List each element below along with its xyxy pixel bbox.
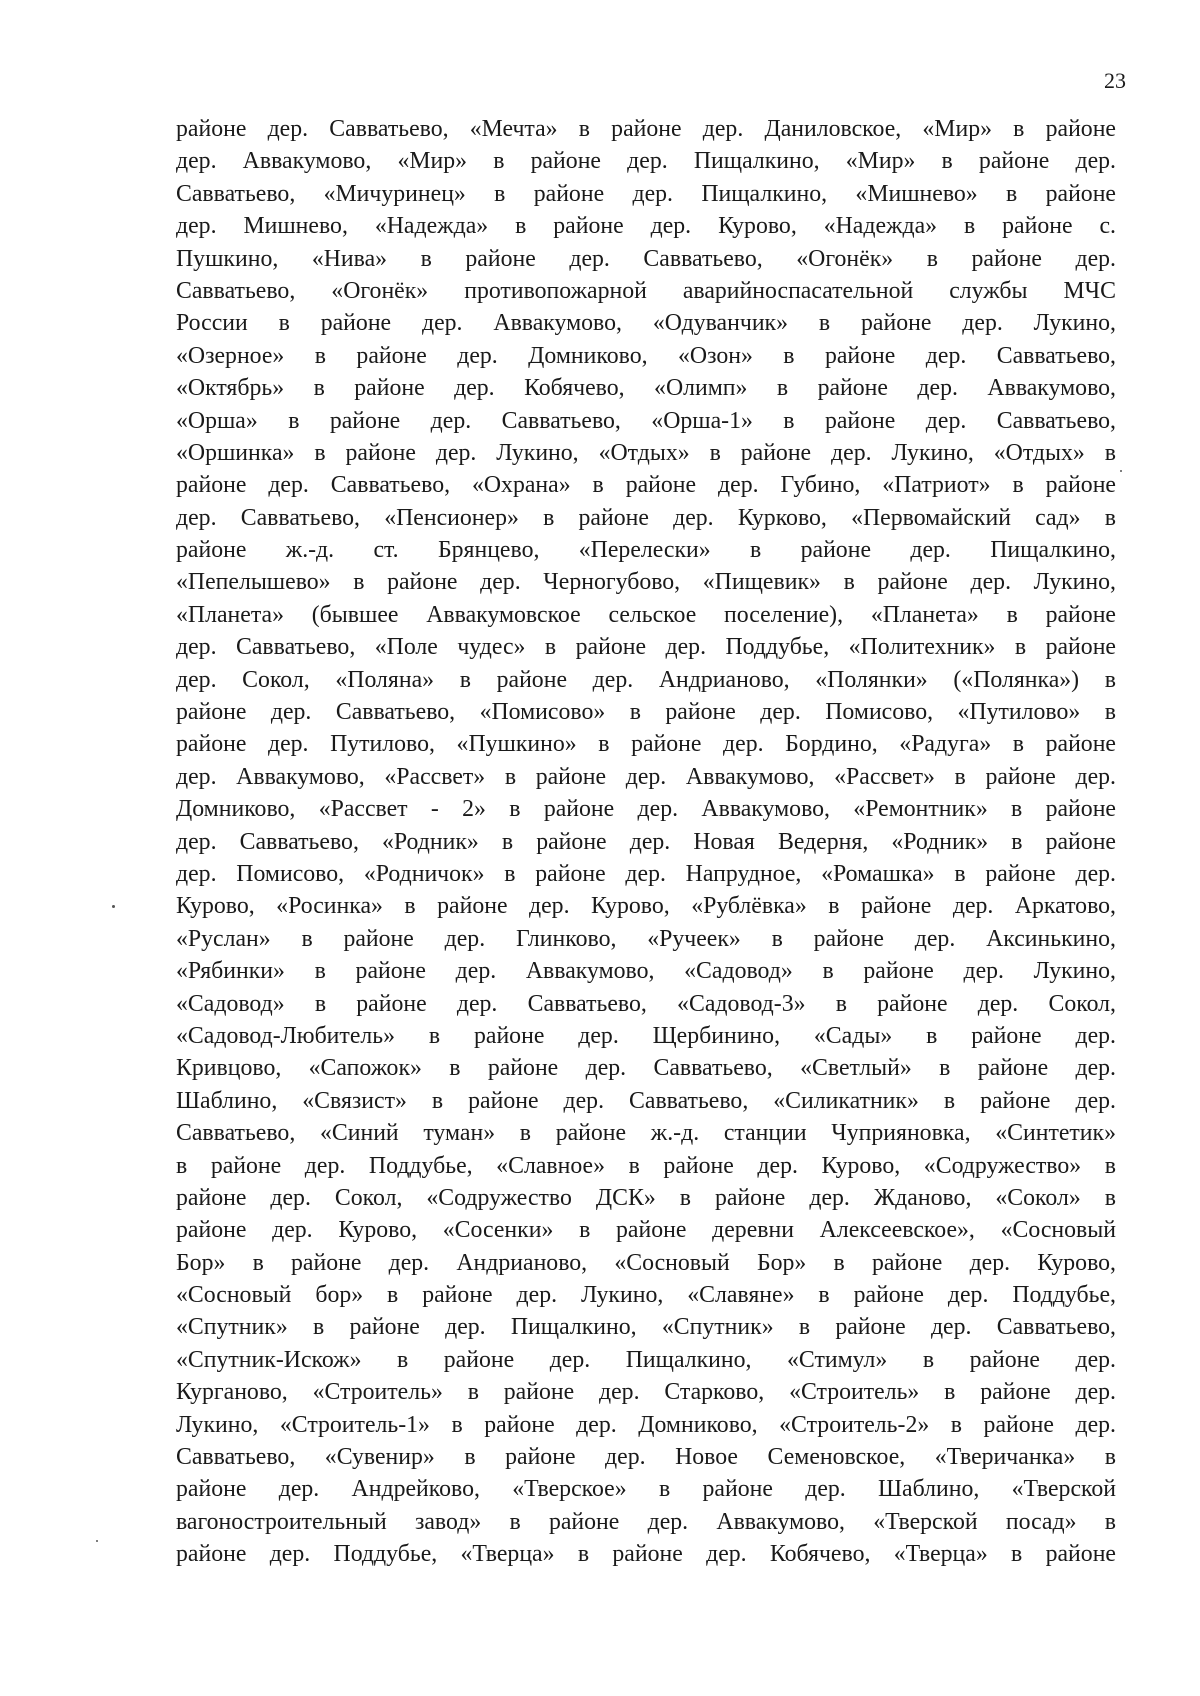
text-line: Лукино, «Строитель-1» в районе дер. Домниково, «Строитель-2» в районе дер. [176,1411,1116,1438]
text-line: дер. Аввакумово, «Рассвет» в районе дер. Аввакумово, «Рассвет» в районе дер. [176,763,1116,790]
text-line: районе дер. Сокол, «Содружество ДСК» в районе дер. Жданово, «Сокол» в [176,1184,1116,1211]
text-line: Пушкино, «Нива» в районе дер. Савватьево, «Огонёк» в районе дер. [176,245,1116,272]
text-line: «Руслан» в районе дер. Глинково, «Ручеек» в районе дер. Аксинькино, [176,925,1116,952]
text-line: в районе дер. Поддубье, «Славное» в районе дер. Курово, «Содружество» в [176,1152,1116,1179]
text-line: «Сосновый бор» в районе дер. Лукино, «Славяне» в районе дер. Поддубье, [176,1282,1116,1309]
text-line: дер. Помисово, «Родничок» в районе дер. Напрудное, «Ромашка» в районе дер. [176,860,1116,887]
text-line: «Планета» (бывшее Аввакумовское сельское поселение), «Планета» в районе [176,601,1116,628]
text-line: «Оршинка» в районе дер. Лукино, «Отдых» в районе дер. Лукино, «Отдых» в [176,439,1116,466]
text-line: дер. Савватьево, «Родник» в районе дер. Новая Ведерня, «Родник» в районе [176,828,1116,855]
text-line: «Садовод-Любитель» в районе дер. Щербинино, «Сады» в районе дер. [176,1022,1116,1049]
text-line: дер. Сокол, «Поляна» в районе дер. Андрианово, «Полянки» («Полянка») в [176,666,1116,693]
text-line: Домниково, «Рассвет - 2» в районе дер. Аввакумово, «Ремонтник» в районе [176,796,1116,823]
text-line: вагоностроительный завод» в районе дер. Аввакумово, «Тверской посад» в [176,1508,1116,1535]
text-line: районе дер. Андрейково, «Тверское» в районе дер. Шаблино, «Тверской [176,1476,1116,1503]
text-line: районе дер. Путилово, «Пушкино» в районе дер. Бордино, «Радуга» в районе [176,731,1116,758]
text-line: районе дер. Курово, «Сосенки» в районе деревни Алексеевское», «Сосновый [176,1217,1116,1244]
text-line: районе дер. Савватьево, «Помисово» в районе дер. Помисово, «Путилово» в [176,699,1116,726]
text-line: Бор» в районе дер. Андрианово, «Сосновый Бор» в районе дер. Курово, [176,1249,1116,1276]
text-line: дер. Мишнево, «Надежда» в районе дер. Курово, «Надежда» в районе с. [176,213,1116,240]
text-line: Савватьево, «Синий туман» в районе ж.-д. станции Чуприяновка, «Синтетик» [176,1120,1116,1147]
scan-speck [96,1540,98,1542]
text-line: районе дер. Савватьево, «Охрана» в районе дер. Губино, «Патриот» в районе [176,472,1116,499]
text-line: «Рябинки» в районе дер. Аввакумово, «Садовод» в районе дер. Лукино, [176,958,1116,985]
text-line: районе ж.-д. ст. Брянцево, «Перелески» в районе дер. Пищалкино, [176,537,1116,564]
text-line: «Озерное» в районе дер. Домниково, «Озон» в районе дер. Савватьево, [176,342,1116,369]
text-line: «Спутник» в районе дер. Пищалкино, «Спутник» в районе дер. Савватьево, [176,1314,1116,1341]
text-line: Савватьево, «Мичуринец» в районе дер. Пищалкино, «Мишнево» в районе [176,180,1116,207]
text-line: России в районе дер. Аввакумово, «Одуванчик» в районе дер. Лукино, [176,310,1116,337]
text-line: дер. Савватьево, «Поле чудес» в районе дер. Поддубье, «Политехник» в районе [176,634,1116,661]
text-line: Савватьево, «Огонёк» противопожарной аварийноспасательной службы МЧС [176,277,1116,304]
text-line: Кривцово, «Сапожок» в районе дер. Савватьево, «Светлый» в районе дер. [176,1055,1116,1082]
text-line: Савватьево, «Сувенир» в районе дер. Новое Семеновское, «Тверичанка» в [176,1444,1116,1471]
text-line: «Пепелышево» в районе дер. Черногубово, «Пищевик» в районе дер. Лукино, [176,569,1116,596]
text-line: Курганово, «Строитель» в районе дер. Старково, «Строитель» в районе дер. [176,1379,1116,1406]
text-line: дер. Аввакумово, «Мир» в районе дер. Пищалкино, «Мир» в районе дер. [176,148,1116,175]
text-line: районе дер. Савватьево, «Мечта» в районе дер. Даниловское, «Мир» в районе [176,116,1116,142]
body-text [176,113,1116,1571]
text-line: дер. Савватьево, «Пенсионер» в районе дер. Курково, «Первомайский сад» в [176,504,1116,531]
text-line: «Орша» в районе дер. Савватьево, «Орша-1» в районе дер. Савватьево, [176,407,1116,434]
text-line: «Спутник-Искож» в районе дер. Пищалкино, «Стимул» в районе дер. [176,1346,1116,1373]
scan-speck [112,905,115,908]
scan-speck [1120,470,1122,472]
text-line: Шаблино, «Связист» в районе дер. Савватьево, «Силикатник» в районе дер. [176,1087,1116,1114]
text-line: районе дер. Поддубье, «Тверца» в районе дер. Кобячево, «Тверца» в районе [176,1541,1116,1568]
text-line: «Садовод» в районе дер. Савватьево, «Садовод-3» в районе дер. Сокол, [176,990,1116,1017]
page-number: 23 [1104,68,1126,93]
text-line: «Октябрь» в районе дер. Кобячево, «Олимп» в районе дер. Аввакумово, [176,375,1116,402]
text-line: Курово, «Росинка» в районе дер. Курово, «Рублёвка» в районе дер. Аркатово, [176,893,1116,920]
